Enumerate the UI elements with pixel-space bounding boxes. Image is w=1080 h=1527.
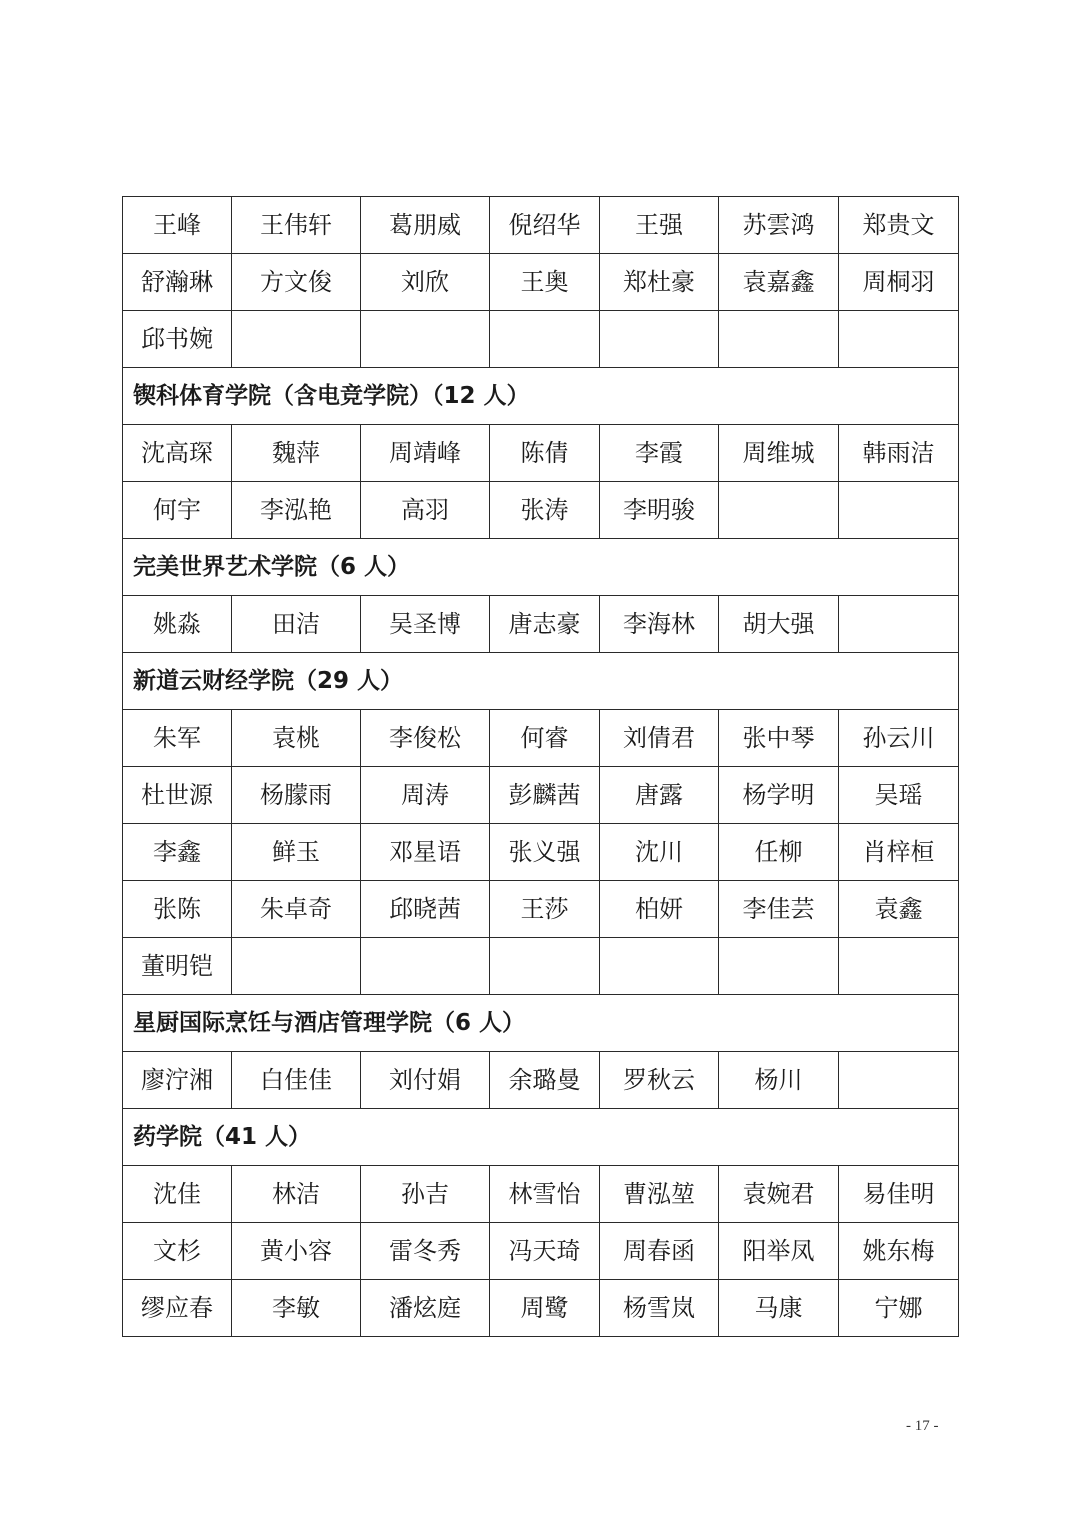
name-cell: 舒瀚琳	[123, 254, 232, 311]
empty-cell	[839, 482, 959, 539]
name-cell: 刘付娟	[361, 1052, 490, 1109]
name-cell: 白佳佳	[232, 1052, 361, 1109]
name-cell: 周桐羽	[839, 254, 959, 311]
name-cell: 李敏	[232, 1280, 361, 1337]
name-cell: 王伟轩	[232, 197, 361, 254]
empty-cell	[490, 311, 600, 368]
name-cell: 周靖峰	[361, 425, 490, 482]
name-cell: 袁鑫	[839, 881, 959, 938]
name-cell: 易佳明	[839, 1166, 959, 1223]
roster-table	[122, 196, 959, 1337]
name-cell: 唐露	[600, 767, 719, 824]
name-cell: 姚东梅	[839, 1223, 959, 1280]
table-row	[123, 311, 959, 368]
name-cell: 王莎	[490, 881, 600, 938]
name-cell: 刘倩君	[600, 710, 719, 767]
name-cell: 周涛	[361, 767, 490, 824]
empty-cell	[490, 938, 600, 995]
name-cell: 袁嘉鑫	[719, 254, 839, 311]
name-cell: 胡大强	[719, 596, 839, 653]
name-cell: 郑贵文	[839, 197, 959, 254]
empty-cell	[839, 1052, 959, 1109]
table-row	[123, 881, 959, 938]
table-row	[123, 1052, 959, 1109]
section-title: 新道云财经学院（29 人）	[123, 653, 959, 710]
roster-body	[123, 197, 959, 1337]
name-cell: 宁娜	[839, 1280, 959, 1337]
name-cell: 韩雨洁	[839, 425, 959, 482]
name-cell: 张陈	[123, 881, 232, 938]
page-number: - 17 -	[906, 1418, 939, 1434]
name-cell: 董明铠	[123, 938, 232, 995]
section-header-row	[123, 539, 959, 596]
empty-cell	[719, 311, 839, 368]
name-cell: 沈佳	[123, 1166, 232, 1223]
name-cell: 彭麟茜	[490, 767, 600, 824]
table-row	[123, 596, 959, 653]
name-cell: 袁桃	[232, 710, 361, 767]
name-cell: 田洁	[232, 596, 361, 653]
name-cell: 缪应春	[123, 1280, 232, 1337]
name-cell: 沈高琛	[123, 425, 232, 482]
name-cell: 朱军	[123, 710, 232, 767]
empty-cell	[839, 938, 959, 995]
empty-cell	[600, 311, 719, 368]
name-cell: 周鹭	[490, 1280, 600, 1337]
name-cell: 沈川	[600, 824, 719, 881]
name-cell: 张中琴	[719, 710, 839, 767]
name-cell: 魏萍	[232, 425, 361, 482]
name-cell: 李明骏	[600, 482, 719, 539]
name-cell: 吴瑶	[839, 767, 959, 824]
section-title: 星厨国际烹饪与酒店管理学院（6 人）	[123, 995, 959, 1052]
name-cell: 李霞	[600, 425, 719, 482]
table-row	[123, 254, 959, 311]
table-row	[123, 1280, 959, 1337]
empty-cell	[719, 482, 839, 539]
empty-cell	[719, 938, 839, 995]
name-cell: 杨雪岚	[600, 1280, 719, 1337]
name-cell: 廖泞湘	[123, 1052, 232, 1109]
name-cell: 李鑫	[123, 824, 232, 881]
name-cell: 朱卓奇	[232, 881, 361, 938]
name-cell: 雷冬秀	[361, 1223, 490, 1280]
name-cell: 冯天琦	[490, 1223, 600, 1280]
name-cell: 倪绍华	[490, 197, 600, 254]
table-row	[123, 767, 959, 824]
table-row	[123, 824, 959, 881]
table-row	[123, 710, 959, 767]
name-cell: 陈倩	[490, 425, 600, 482]
name-cell: 方文俊	[232, 254, 361, 311]
name-cell: 何睿	[490, 710, 600, 767]
section-header-row	[123, 1109, 959, 1166]
name-cell: 李泓艳	[232, 482, 361, 539]
name-cell: 肖梓桓	[839, 824, 959, 881]
name-cell: 罗秋云	[600, 1052, 719, 1109]
name-cell: 柏妍	[600, 881, 719, 938]
empty-cell	[839, 596, 959, 653]
name-cell: 杜世源	[123, 767, 232, 824]
table-row	[123, 1223, 959, 1280]
name-cell: 刘欣	[361, 254, 490, 311]
name-cell: 葛朋威	[361, 197, 490, 254]
section-header-row	[123, 368, 959, 425]
table-row	[123, 938, 959, 995]
table-row	[123, 482, 959, 539]
name-cell: 周春函	[600, 1223, 719, 1280]
name-cell: 唐志豪	[490, 596, 600, 653]
table-row	[123, 425, 959, 482]
name-cell: 李俊松	[361, 710, 490, 767]
name-cell: 孙吉	[361, 1166, 490, 1223]
name-cell: 周维城	[719, 425, 839, 482]
name-cell: 苏雲鸿	[719, 197, 839, 254]
empty-cell	[600, 938, 719, 995]
name-cell: 姚淼	[123, 596, 232, 653]
table-row	[123, 197, 959, 254]
empty-cell	[839, 311, 959, 368]
name-cell: 林雪怡	[490, 1166, 600, 1223]
name-cell: 任柳	[719, 824, 839, 881]
empty-cell	[361, 938, 490, 995]
name-cell: 袁婉君	[719, 1166, 839, 1223]
empty-cell	[361, 311, 490, 368]
name-cell: 王强	[600, 197, 719, 254]
name-cell: 王奥	[490, 254, 600, 311]
section-header-row	[123, 995, 959, 1052]
empty-cell	[232, 938, 361, 995]
name-cell: 张涛	[490, 482, 600, 539]
name-cell: 杨学明	[719, 767, 839, 824]
section-header-row	[123, 653, 959, 710]
name-cell: 黄小容	[232, 1223, 361, 1280]
name-cell: 杨朦雨	[232, 767, 361, 824]
name-cell: 鲜玉	[232, 824, 361, 881]
name-cell: 郑杜豪	[600, 254, 719, 311]
name-cell: 杨川	[719, 1052, 839, 1109]
name-cell: 高羽	[361, 482, 490, 539]
name-cell: 曹泓堃	[600, 1166, 719, 1223]
name-cell: 邓星语	[361, 824, 490, 881]
name-cell: 阳举凤	[719, 1223, 839, 1280]
name-cell: 孙云川	[839, 710, 959, 767]
table-row	[123, 1166, 959, 1223]
name-cell: 余璐曼	[490, 1052, 600, 1109]
section-title: 完美世界艺术学院（6 人）	[123, 539, 959, 596]
name-cell: 李佳芸	[719, 881, 839, 938]
name-cell: 潘炫庭	[361, 1280, 490, 1337]
name-cell: 文杉	[123, 1223, 232, 1280]
name-cell: 马康	[719, 1280, 839, 1337]
name-cell: 张义强	[490, 824, 600, 881]
section-title: 锲科体育学院（含电竞学院）（12 人）	[123, 368, 959, 425]
section-title: 药学院（41 人）	[123, 1109, 959, 1166]
name-cell: 吴圣博	[361, 596, 490, 653]
name-cell: 邱书婉	[123, 311, 232, 368]
name-cell: 邱晓茜	[361, 881, 490, 938]
name-cell: 何宇	[123, 482, 232, 539]
name-cell: 王峰	[123, 197, 232, 254]
empty-cell	[232, 311, 361, 368]
name-cell: 林洁	[232, 1166, 361, 1223]
name-cell: 李海林	[600, 596, 719, 653]
